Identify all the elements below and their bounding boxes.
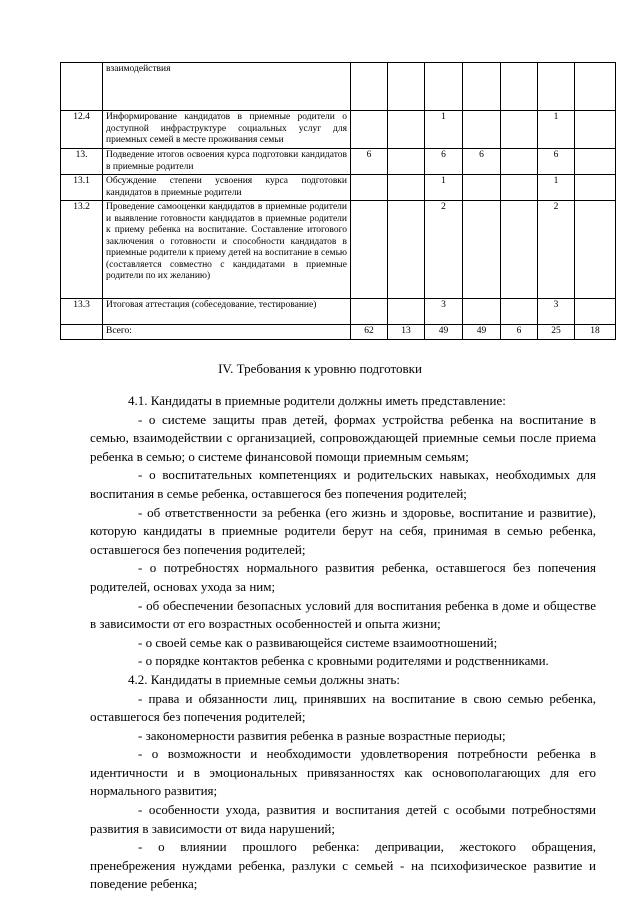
hours-cell: 3 — [425, 299, 463, 325]
hours-cell: 49 — [425, 325, 463, 340]
hours-cell — [388, 111, 425, 149]
hours-cell — [425, 63, 463, 111]
requirements-text — [90, 392, 596, 894]
hours-cell — [388, 63, 425, 111]
hours-cell — [501, 111, 538, 149]
row-description: взаимодействия — [103, 63, 351, 111]
hours-cell — [463, 111, 501, 149]
hours-cell — [501, 63, 538, 111]
paragraph: 4.2. Кандидаты в приемные семьи должны знать: — [128, 671, 400, 687]
row-number: 13.2 — [61, 201, 103, 299]
paragraph: - об ответственности за ребенка (его жизнь и здоровье, воспитание и развитие), которую кандидаты в приемные родители берут на себя, принимая в семью ребенка, оставшегося без попечения родителей; — [90, 504, 596, 557]
row-description: Проведение самооценки кандидатов в приемные родители и выявление готовности кандидатов в приемные родители к приему ребенка на воспитание. Составление итогового заключения о готовности и способности кандидатов в приемные родители к приему детей на воспитание в семью (составляется совместно с кандидатами в приемные родители по их желанию) — [103, 201, 351, 299]
row-number: 13.1 — [61, 175, 103, 201]
hours-cell — [351, 175, 388, 201]
hours-cell — [575, 149, 616, 175]
row-number: 13. — [61, 149, 103, 175]
hours-cell — [501, 201, 538, 299]
hours-cell — [463, 175, 501, 201]
hours-cell — [388, 299, 425, 325]
row-number: 12.4 — [61, 111, 103, 149]
hours-cell — [575, 201, 616, 299]
row-description: Подведение итогов освоения курса подготовки кандидатов в приемные родители — [103, 149, 351, 175]
paragraph: - о системе защиты прав детей, формах устройства ребенка на воспитание в семью, взаимодействии с организацией, сопровождающей приемные семьи после приема ребенка в семью; о системе финансовой помощи приемным семьям; — [90, 411, 596, 464]
paragraph: 4.1. Кандидаты в приемные родители должны иметь представление: — [128, 393, 506, 408]
hours-cell — [575, 63, 616, 111]
hours-cell: 49 — [463, 325, 501, 340]
row-description: Обсуждение степени усвоения курса подготовки кандидатов в приемные родители — [103, 175, 351, 201]
hours-cell: 1 — [425, 175, 463, 201]
hours-cell — [575, 175, 616, 201]
hours-cell — [501, 299, 538, 325]
table-row — [61, 175, 616, 201]
table-row — [61, 111, 616, 149]
row-number — [61, 325, 103, 340]
hours-cell: 2 — [425, 201, 463, 299]
hours-cell — [501, 149, 538, 175]
paragraph: - о возможности и необходимости удовлетворения потребности ребенка в идентичности и в эмоциональных привязанностях как основополагающих для его нормального развития; — [90, 746, 596, 799]
paragraph: - о влиянии прошлого ребенка: депривации, жестокого обращения, пренебрежения нуждами ребенка, разлуки с семьей - на психофизическое развитие и поведение ребенка; — [90, 839, 596, 892]
paragraph: - о своей семье как о развивающейся системе взаимоотношений; — [138, 634, 498, 650]
hours-cell: 18 — [575, 325, 616, 340]
hours-cell — [388, 201, 425, 299]
row-description: Информирование кандидатов в приемные родители о доступной инфраструктуре социальных услуг для приемных семей в месте проживания семьи — [103, 111, 351, 149]
hours-cell: 25 — [538, 325, 575, 340]
paragraph: - права и обязанности лиц, принявших на воспитание в свою семью ребенка, оставшегося без попечения родителей; — [90, 690, 596, 725]
hours-cell — [463, 201, 501, 299]
hours-cell — [351, 63, 388, 111]
hours-cell — [388, 149, 425, 175]
hours-cell: 3 — [538, 299, 575, 325]
row-description: Всего: — [103, 325, 351, 340]
row-number — [61, 63, 103, 111]
hours-cell — [463, 63, 501, 111]
table-row — [61, 201, 616, 299]
hours-cell: 13 — [388, 325, 425, 340]
hours-cell — [351, 299, 388, 325]
row-number: 13.3 — [61, 299, 103, 325]
hours-cell — [538, 63, 575, 111]
hours-cell: 6 — [351, 149, 388, 175]
paragraph: - закономерности развития ребенка в разные возрастные периоды; — [138, 727, 506, 743]
hours-cell: 6 — [538, 149, 575, 175]
hours-cell: 6 — [463, 149, 501, 175]
hours-cell — [463, 299, 501, 325]
section-title: IV. Требования к уровню подготовки — [218, 361, 422, 376]
hours-cell: 2 — [538, 201, 575, 299]
table-row — [61, 63, 616, 111]
hours-cell: 6 — [425, 149, 463, 175]
hours-cell: 1 — [425, 111, 463, 149]
table-row — [61, 149, 616, 175]
row-description: Итоговая аттестация (собеседование, тестирование) — [103, 299, 351, 325]
paragraph: - об обеспечении безопасных условий для воспитания ребенка в доме и обществе в зависимости от его возрастных особенностей и опыта жизни; — [90, 597, 596, 632]
paragraph: - о порядке контактов ребенка с кровными родителями и родственниками. — [138, 653, 549, 669]
paragraph: - о воспитательных компетенциях и родительских навыках, необходимых для воспитания в семье ребенка, оставшегося без попечения родителей; — [90, 467, 596, 501]
hours-cell: 1 — [538, 111, 575, 149]
paragraph: - о потребностях нормального развития ребенка, оставшегося без попечения родителей, основах ухода за ним; — [90, 560, 596, 594]
curriculum-table — [60, 62, 616, 340]
hours-cell: 62 — [351, 325, 388, 340]
hours-cell — [388, 175, 425, 201]
paragraph: - особенности ухода, развития и воспитания детей с особыми потребностями развития в зависимости от вида нарушений; — [90, 802, 596, 836]
hours-cell — [351, 111, 388, 149]
hours-cell — [575, 299, 616, 325]
table-row — [61, 299, 616, 325]
hours-cell — [501, 175, 538, 201]
hours-cell: 6 — [501, 325, 538, 340]
hours-cell: 1 — [538, 175, 575, 201]
hours-cell — [351, 201, 388, 299]
table-row — [61, 325, 616, 340]
hours-cell — [575, 111, 616, 149]
